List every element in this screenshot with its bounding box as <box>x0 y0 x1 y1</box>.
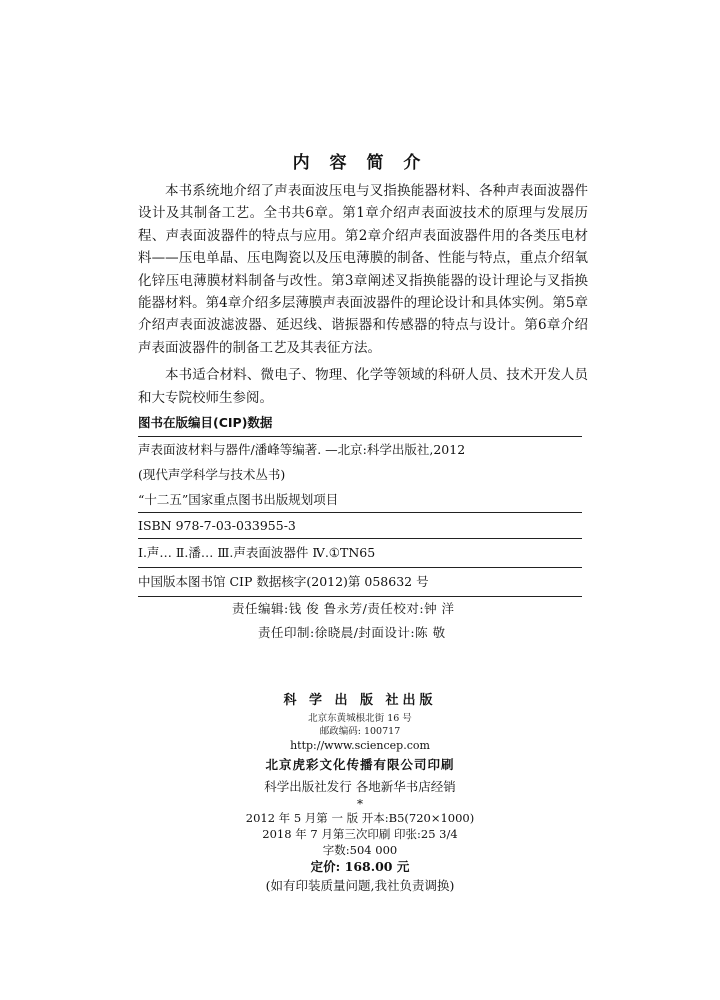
edition-line-2: 2018 年 7 月第三次印刷 印张:25 3/4 <box>262 827 458 841</box>
quality-notice: (如有印装质量问题,我社负责调换) <box>265 878 455 893</box>
publisher-address: 北京东黄城根北街 16 号 <box>308 713 412 724</box>
cip-project-line: “十二五”国家重点图书出版规划项目 <box>138 487 582 513</box>
cip-classification-line: Ⅰ.声… Ⅱ.潘… Ⅲ.声表面波器件 Ⅳ.①TN65 <box>138 539 582 568</box>
cip-record-number-line: 中国版本图书馆 CIP 数据核字(2012)第 058632 号 <box>138 568 582 597</box>
cip-heading: 图书在版编目(CIP)数据 <box>138 412 582 437</box>
summary-body <box>138 180 588 414</box>
word-count: 字数:504 000 <box>322 843 398 857</box>
summary-paragraph-1: 本书系统地介绍了声表面波压电与叉指换能器材料、各种声表面波器件设计及其制备工艺。全书共6章。第1章介绍声表面波技术的原理与发展历程、声表面波器件的特点与应用。第2章介绍声表面波器件用的各类压电材料——压电单晶、压电陶瓷以及压电薄膜的制备、性能与特点，重点介绍氧化锌压电薄膜材料制备与改性。第3章阐述叉指换能器的设计理论与叉指换能器材料。第4章介绍多层薄膜声表面波器件的理论设计和具体实例。第5章介绍声表面波滤波器、延迟线、谐振器和传感器的特点与设计。第6章介绍声表面波器件的制备工艺及其表征方法。 <box>138 183 588 356</box>
separator-star: * <box>357 797 363 811</box>
publisher-name: 科 学 出 版 社出版 <box>283 693 437 708</box>
cip-title-line: 声表面波材料与器件/潘峰等编著. —北京:科学出版社,2012 <box>138 442 466 457</box>
cip-series-line: (现代声学科学与技术丛书) <box>138 467 286 482</box>
publisher-url: http://www.sciencep.com <box>290 739 430 752</box>
summary-title: 内 容 简 介 <box>292 153 428 173</box>
cip-isbn-line: ISBN 978-7-03-033955-3 <box>138 513 582 539</box>
distribution-line: 科学出版社发行 各地新华书店经销 <box>264 779 456 794</box>
publication-imprint <box>180 690 540 896</box>
summary-paragraph-2: 本书适合材料、微电子、物理、化学等领域的科研人员、技术开发人员和大专院校师生参阅。 <box>138 367 588 406</box>
price: 定价: 168.00 元 <box>310 859 410 874</box>
edition-line-1: 2012 年 5 月第 一 版 开本:B5(720×1000) <box>245 811 475 825</box>
staff-line-editors: 责任编辑:钱 俊 鲁永芳/责任校对:钟 洋 <box>232 601 455 616</box>
editorial-staff <box>232 597 592 645</box>
printer-name: 北京虎彩文化传播有限公司印刷 <box>265 757 455 772</box>
cip-data-block <box>138 412 582 597</box>
staff-line-print-design: 责任印制:徐晓晨/封面设计:陈 敬 <box>258 625 446 640</box>
publisher-postcode: 邮政编码: 100717 <box>319 726 401 737</box>
